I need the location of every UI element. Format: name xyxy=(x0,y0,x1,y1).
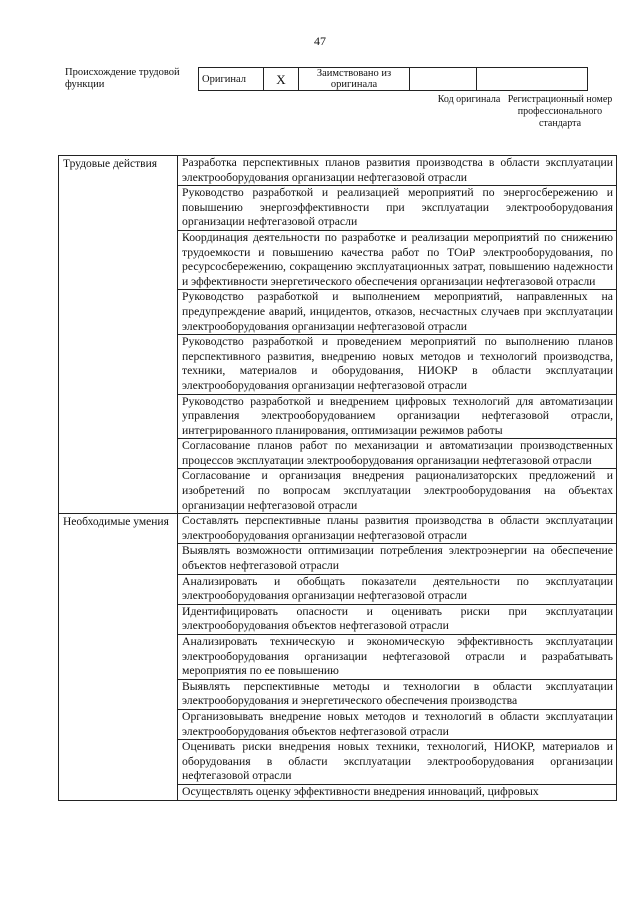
list-item: Руководство разработкой и реализацией мероприятий по энергосбережению и повышению энергоэффективности при эксплуатации электрооборудования организации нефтегазовой отрасли xyxy=(178,186,617,231)
table-row xyxy=(59,514,617,544)
list-item: Разработка перспективных планов развития производства в области эксплуатации электрооборудования организации нефтегазовой отрасли xyxy=(178,156,617,186)
list-item: Оценивать риски внедрения новых техники, технологий, НИОКР, материалов и оборудования в области эксплуатации электрооборудования организации нефтегазовой отрасли xyxy=(178,740,617,785)
code-original-label: Код оригинала xyxy=(437,94,501,105)
origin-label: Происхождение трудовой функции xyxy=(65,67,180,90)
borrowed-cell: Заимствовано из оригинала xyxy=(299,68,410,91)
list-item: Анализировать техническую и экономическую эффективность эксплуатации электрооборудования организации нефтегазовой отрасли и разрабатывать мероприятия по ее повышению xyxy=(178,635,617,680)
list-item: Выявлять перспективные методы и технологии в области эксплуатации электрооборудования и энергетического обеспечения производства xyxy=(178,679,617,709)
list-item: Осуществлять оценку эффективности внедрения инноваций, цифровых xyxy=(178,784,617,800)
list-item: Согласование планов работ по механизации и автоматизации производственных процессов эксплуатации электрооборудования организации нефтегазовой отрасли xyxy=(178,439,617,469)
list-item: Идентифицировать опасности и оценивать риски при эксплуатации электрооборудования объектов нефтегазовой отрасли xyxy=(178,604,617,634)
reg-number-cell xyxy=(477,68,588,91)
list-item: Согласование и организация внедрения рационализаторских предложений и изобретений по вопросам эксплуатации электрооборудования на объектах организации нефтегазовой отрасли xyxy=(178,469,617,514)
original-mark: X xyxy=(264,68,299,91)
list-item: Анализировать и обобщать показатели деятельности по эксплуатации электрооборудования организации нефтегазовой отрасли xyxy=(178,574,617,604)
list-item: Руководство разработкой и проведением мероприятий по выполнению планов перспективного развития, внедрению новых методов и технологий производства, техники, материалов и оборудования, НИОКР в области эксплуатации электрооборудования организации нефтегазовой отрасли xyxy=(178,335,617,394)
function-table xyxy=(58,155,617,801)
code-cell xyxy=(410,68,477,91)
list-item: Руководство разработкой и выполнением мероприятий, направленных на предупреждение аварий, инцидентов, отказов, несчастных случаев при эксплуатации электрооборудования организации нефтегазовой отрасли xyxy=(178,290,617,335)
list-item: Составлять перспективные планы развития производства в области эксплуатации электрооборудования организации нефтегазовой отрасли xyxy=(178,514,617,544)
list-item: Выявлять возможности оптимизации потребления электроэнергии на обеспечение объектов нефтегазовой отрасли xyxy=(178,544,617,574)
page-number: 47 xyxy=(314,34,326,48)
list-item: Руководство разработкой и внедрением цифровых технологий для автоматизации управления электрооборудованием организации нефтегазовой отрасли, интегрированного планирования, оптимизации режимов работы xyxy=(178,394,617,439)
list-item: Координация деятельности по разработке и реализации мероприятий по снижению трудоемкости и повышению качества работ по ТОиР электрооборудования, по ресурсосбережению, сокращению эксплуатационных затрат, повышению надежности и эффективности энергетического обеспечения организации нефтегазовой отрасли xyxy=(178,230,617,289)
origin-table xyxy=(198,67,588,91)
section-label: Трудовые действия xyxy=(59,156,178,514)
origin-row xyxy=(199,68,588,91)
original-cell: Оригинал xyxy=(199,68,264,91)
section-label: Необходимые умения xyxy=(59,514,178,800)
list-item: Организовывать внедрение новых методов и технологий в области эксплуатации электрооборудования объектов нефтегазовой отрасли xyxy=(178,709,617,739)
reg-number-label: Регистрационный номер профессионального стандарта xyxy=(507,94,613,129)
table-row xyxy=(59,156,617,186)
